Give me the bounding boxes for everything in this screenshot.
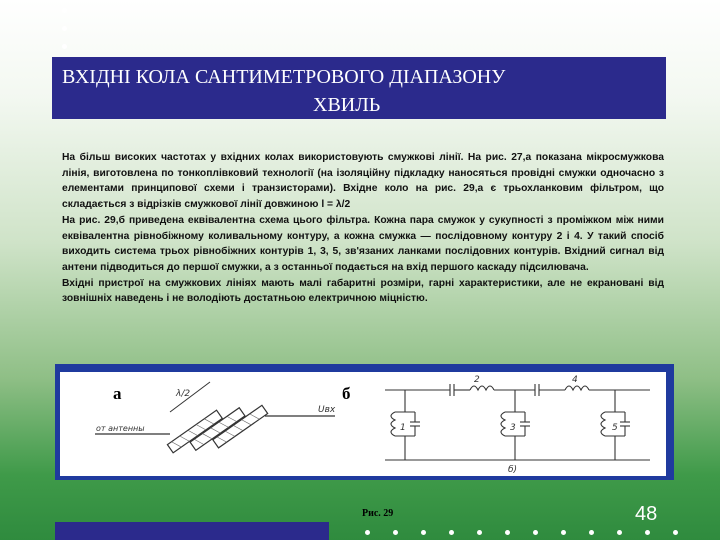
figure-label-b: б [342, 384, 351, 403]
decorative-dots-bottom [365, 530, 705, 536]
body-text [62, 150, 664, 307]
decorative-dots-left [62, 8, 67, 62]
paragraph-2: На рис. 29,б приведена еквівалентна схема цього фільтра. Кожна пара смужок у сукупності з проміжком між ними еквівалентна рівнобіжному коливальному контуру, а кожна смужка — послідовному контуру 2 і 4. У такий спосіб виходить система трьох рівнобіжних контурів 1, 3, 5, зв'язаних ланками послідовних контурів. Вхідний сигнал від антени підводиться до першої смужки, а з останньої подається на вхід першого каскаду підсилювача. [62, 214, 664, 273]
paragraph-3: Вхідні пристрої на смужкових лініях мають малі габаритні розміри, гарні характеристики, але не екрановані від зовнішніх наведень і не володіють достатньою електричною міцністю. [62, 277, 664, 305]
decorative-dot [393, 530, 398, 535]
equivalent-circuit-diagram [360, 372, 666, 476]
output-voltage-label: Uвх [318, 405, 336, 415]
microstrip-filter-diagram [60, 372, 360, 476]
slide-title-line-2: ХВИЛЬ [313, 94, 381, 116]
decorative-dot [673, 530, 678, 535]
circuit-number-1: 1 [400, 423, 406, 433]
decorative-dot [533, 530, 538, 535]
circuit-number-3: 3 [510, 423, 516, 433]
decorative-dot [365, 530, 370, 535]
decorative-dot [449, 530, 454, 535]
circuit-number-4: 4 [572, 375, 578, 385]
circuit-number-2: 2 [474, 375, 480, 385]
decorative-dot [62, 26, 67, 31]
circuit-sublabel: б) [508, 465, 518, 475]
decorative-dot [645, 530, 650, 535]
figure-label-a: а [113, 384, 122, 403]
decorative-dot [589, 530, 594, 535]
decorative-dot [477, 530, 482, 535]
figure-caption: Рис. 29 [362, 508, 394, 519]
circuit-number-5: 5 [612, 423, 618, 433]
antenna-input-label: от антенны [96, 424, 145, 433]
page-number: 48 [635, 503, 658, 525]
decorative-dot [62, 8, 67, 13]
decorative-dot [617, 530, 622, 535]
slide-title-line-1: ВХІДНІ КОЛА САНТИМЕТРОВОГО ДІАПАЗОНУ [62, 66, 506, 88]
bottom-bar [55, 522, 329, 540]
paragraph-1: На більш високих частотах у вхідних колах використовують смужкові лінії. На рис. 27,а показана мікросмужкова лінія, виготовлена по тонкоплівковий технології (на ізоляційну підкладку наносяться провідні смужки одночасно з елементами принципової схеми і транзисторами). Вхідне коло на рис. 29,а є трьохланковим фільтром, що складається з відрізків смужкової лінії довжиною l = λ/2 [62, 152, 664, 211]
decorative-dot [421, 530, 426, 535]
length-label: λ/2 [176, 389, 191, 399]
decorative-dot [561, 530, 566, 535]
decorative-dot [505, 530, 510, 535]
decorative-dot [62, 44, 67, 49]
